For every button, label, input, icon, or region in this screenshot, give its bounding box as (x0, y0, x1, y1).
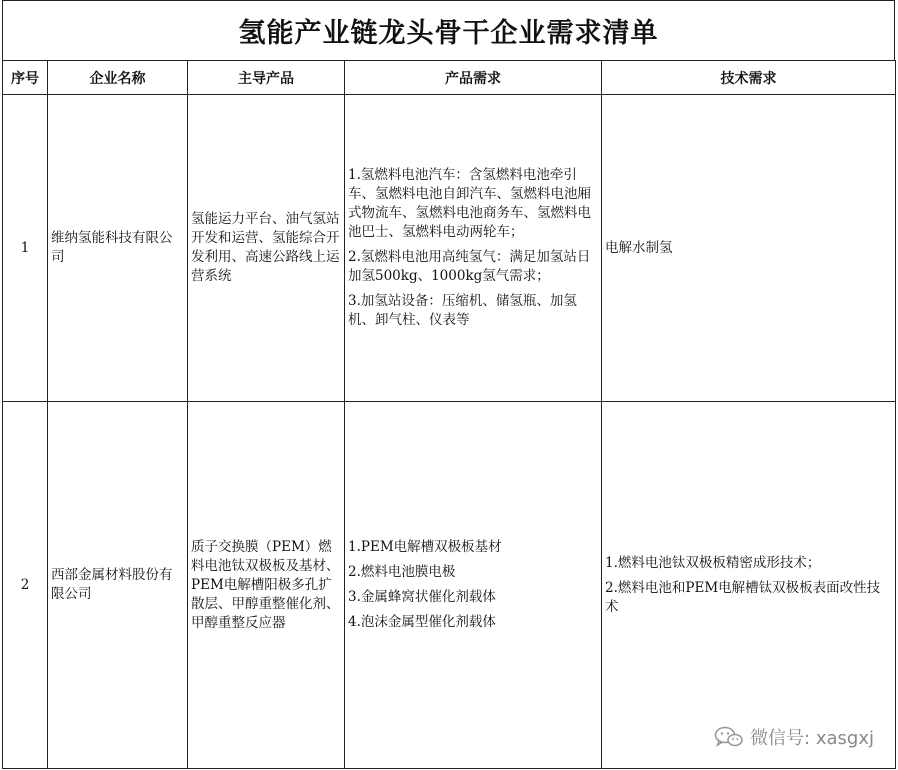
demand-item: 1.PEM电解槽双极板基材 (348, 539, 502, 555)
tech-item: 2.燃料电池和PEM电解槽钛双极板表面改性技术 (605, 579, 881, 615)
row-company: 维纳氢能科技有限公司 (48, 95, 188, 402)
demand-item: 3.加氢站设备：压缩机、储氢瓶、加氢机、卸气柱、仪表等 (348, 293, 577, 328)
row-product-demand (345, 95, 602, 402)
table-row (3, 402, 896, 769)
header-seq: 序号 (3, 61, 48, 95)
title-row (2, 0, 895, 60)
table-row (3, 95, 896, 402)
watermark-text: 微信号: xasgxj (750, 728, 874, 749)
header-tech-demand: 技术需求 (602, 61, 896, 95)
row-tech-demand (602, 402, 896, 769)
header-row (3, 61, 896, 95)
demand-item: 3.金属蜂窝状催化剂载体 (348, 589, 496, 605)
tech-item: 1.燃料电池钛双极板精密成形技术； (605, 554, 821, 571)
demand-item: 2.氢燃料电池用高纯氢气：满足加氢站日加氢500kg、1000kg氢气需求； (348, 249, 591, 284)
requirements-sheet (2, 0, 895, 768)
tech-item: 电解水制氢 (605, 239, 673, 256)
page-title: 氢能产业链龙头骨干企业需求清单 (238, 18, 659, 49)
demand-item: 2.燃料电池膜电极 (348, 564, 456, 580)
watermark (714, 724, 874, 750)
row-seq: 1 (3, 95, 48, 402)
wechat-icon (714, 725, 744, 749)
row-product: 氢能运力平台、油气氢站开发和运营、氢能综合开发利用、高速公路线上运营系统 (188, 95, 345, 402)
header-company: 企业名称 (48, 61, 188, 95)
row-product-demand (345, 402, 602, 769)
row-product: 质子交换膜（PEM）燃料电池钛双极板及基材、PEM电解槽阳极多孔扩散层、甲醇重整催化剂、甲醇重整反应器 (188, 402, 345, 769)
row-company: 西部金属材料股份有限公司 (48, 402, 188, 769)
row-tech-demand (602, 95, 896, 402)
demand-item: 1.氢燃料电池汽车：含氢燃料电池牵引车、氢燃料电池自卸汽车、氢燃料电池厢式物流车、氢燃料电池商务车、氢燃料电池巴士、氢燃料电动两轮车； (348, 167, 591, 240)
requirements-table (2, 60, 896, 769)
header-product: 主导产品 (188, 61, 345, 95)
row-seq: 2 (3, 402, 48, 769)
header-product-demand: 产品需求 (345, 61, 602, 95)
demand-item: 4.泡沫金属型催化剂载体 (348, 614, 496, 630)
